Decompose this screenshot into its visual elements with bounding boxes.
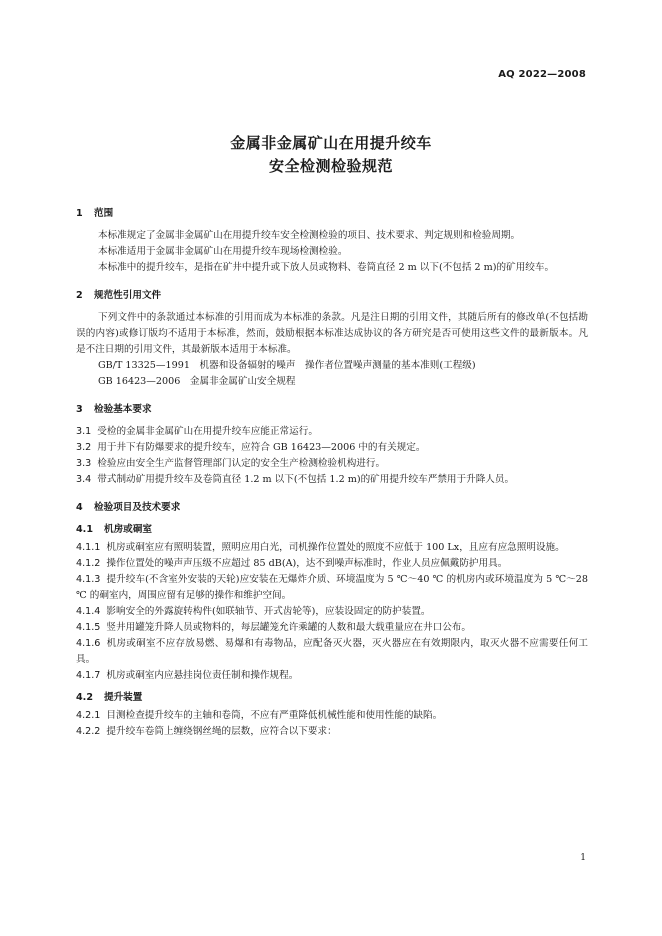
clause <box>76 424 588 440</box>
section-title: 范围 <box>94 208 114 219</box>
clause-number: 3.2 <box>76 442 92 453</box>
subsection-number: 4.1 <box>76 524 93 535</box>
clause-text: 机房或硐室应有照明装置，照明应用白光，司机操作位置处的照度不应低于 100 Lx，且应有应急照明设施。 <box>106 542 565 553</box>
clause-text: 机房或硐室内应悬挂岗位责任制和操作规程。 <box>106 670 299 681</box>
clause-number: 4.1.2 <box>76 558 101 569</box>
clause <box>76 556 588 572</box>
subsection-number: 4.2 <box>76 692 93 703</box>
section-number: 4 <box>76 502 83 513</box>
clause <box>76 636 588 668</box>
clause-text: 提升绞车卷筒上缠绕钢丝绳的层数，应符合以下要求： <box>106 726 337 737</box>
clause-number: 4.1.4 <box>76 606 101 617</box>
clause-text: 用于井下有防爆要求的提升绞车，应符合 GB 16423—2006 中的有关规定。 <box>97 442 426 453</box>
section-number: 3 <box>76 404 83 415</box>
clause-text: 受检的金属非金属矿山在用提升绞车应能正常运行。 <box>97 426 318 437</box>
clause <box>76 440 588 456</box>
document-title-line-2: 安全检测检验规范 <box>268 157 393 175</box>
section-title: 检验项目及技术要求 <box>94 502 181 513</box>
clause <box>76 456 588 472</box>
clause-number: 4.2.2 <box>76 726 101 737</box>
clause-number: 3.4 <box>76 474 92 485</box>
paragraph: 本标准规定了金属非金属矿山在用提升绞车安全检测检验的项目、技术要求、判定规则和检验周期。 <box>98 230 521 241</box>
clause <box>76 668 588 684</box>
subsection-title: 提升装置 <box>104 692 143 703</box>
paragraph: 下列文件中的条款通过本标准的引用而成为本标准的条款。凡是注日期的引用文件，其随后所有的修改单(不包括勘误的内容)或修订版均不适用于本标准，然而，鼓励根据本标准达成协议的各方研究是否可使用这些文件的最新版本。凡是不注日期的引用文件，其最新版本适用于本标准。 <box>76 312 588 355</box>
clause-number: 4.1.5 <box>76 622 101 633</box>
reference-item: GB/T 13325—1991 机器和设备辐射的噪声 操作者位置噪声测量的基本准则(工程级) <box>98 360 476 371</box>
clause-number: 3.1 <box>76 426 92 437</box>
clause-text: 检验应由安全生产监督管理部门认定的安全生产检测检验机构进行。 <box>97 458 386 469</box>
clause-text: 目测检查提升绞车的主轴和卷筒，不应有严重降低机械性能和使用性能的缺陷。 <box>106 710 443 721</box>
clause-text: 机房或硐室不应存放易燃、易爆和有毒物品，应配备灭火器，灭火器应在有效期限内，取灭火器不应需要任何工具。 <box>76 638 588 665</box>
clause-text: 影响安全的外露旋转构件(如联轴节、开式齿轮等)，应装设固定的防护装置。 <box>106 606 431 617</box>
section-title: 规范性引用文件 <box>94 290 162 301</box>
document-body <box>76 206 588 740</box>
clause <box>76 620 588 636</box>
subsection-4-2-heading <box>76 690 588 706</box>
clause <box>76 540 588 556</box>
clause-text: 提升绞车(不含室外安装的天轮)应安装在无爆炸介质、环境温度为 5 ℃～40 ℃ 的机房内或环境温度为 5 ℃～28 ℃ 的硐室内，周围应留有足够的操作和维护空间。 <box>76 574 588 601</box>
subsection-title: 机房或硐室 <box>104 524 152 535</box>
clause-number: 4.1.6 <box>76 638 101 649</box>
clause-text: 竖井用罐笼升降人员或物料的，每层罐笼允许乘罐的人数和最大载重量应在井口公布。 <box>106 622 471 633</box>
clause-text: 操作位置处的噪声声压级不应超过 85 dB(A)，达不到噪声标准时，作业人员应佩戴防护用具。 <box>106 558 508 569</box>
document-title-line-1: 金属非金属矿山在用提升绞车 <box>230 134 432 152</box>
clause-number: 4.2.1 <box>76 710 101 721</box>
clause-number: 4.1.7 <box>76 670 101 681</box>
clause <box>76 472 588 488</box>
section-number: 2 <box>76 290 83 301</box>
paragraph: 本标准适用于金属非金属矿山在用提升绞车现场检测检验。 <box>98 246 348 257</box>
section-1-heading <box>76 206 588 222</box>
page-number: 1 <box>580 853 586 863</box>
clause-number: 3.3 <box>76 458 92 469</box>
clause <box>76 572 588 604</box>
reference-item: GB 16423—2006 金属非金属矿山安全规程 <box>98 376 296 387</box>
subsection-4-1-heading <box>76 522 588 538</box>
section-title: 检验基本要求 <box>94 404 152 415</box>
clause <box>76 604 588 620</box>
standard-code: AQ 2022—2008 <box>498 69 586 80</box>
clause-number: 4.1.1 <box>76 542 101 553</box>
clause <box>76 724 588 740</box>
section-number: 1 <box>76 208 83 219</box>
section-2-heading <box>76 288 588 304</box>
paragraph: 本标准中的提升绞车，是指在矿井中提升或下放人员或物料、卷筒直径 2 m 以下(不包括 2 m)的矿用绞车。 <box>98 262 555 273</box>
section-3-heading <box>76 402 588 418</box>
section-4-heading <box>76 500 588 516</box>
clause-number: 4.1.3 <box>76 574 101 585</box>
clause <box>76 708 588 724</box>
clause-text: 带式制动矿用提升绞车及卷筒直径 1.2 m 以下(不包括 1.2 m)的矿用提升绞车严禁用于升降人员。 <box>97 474 515 485</box>
